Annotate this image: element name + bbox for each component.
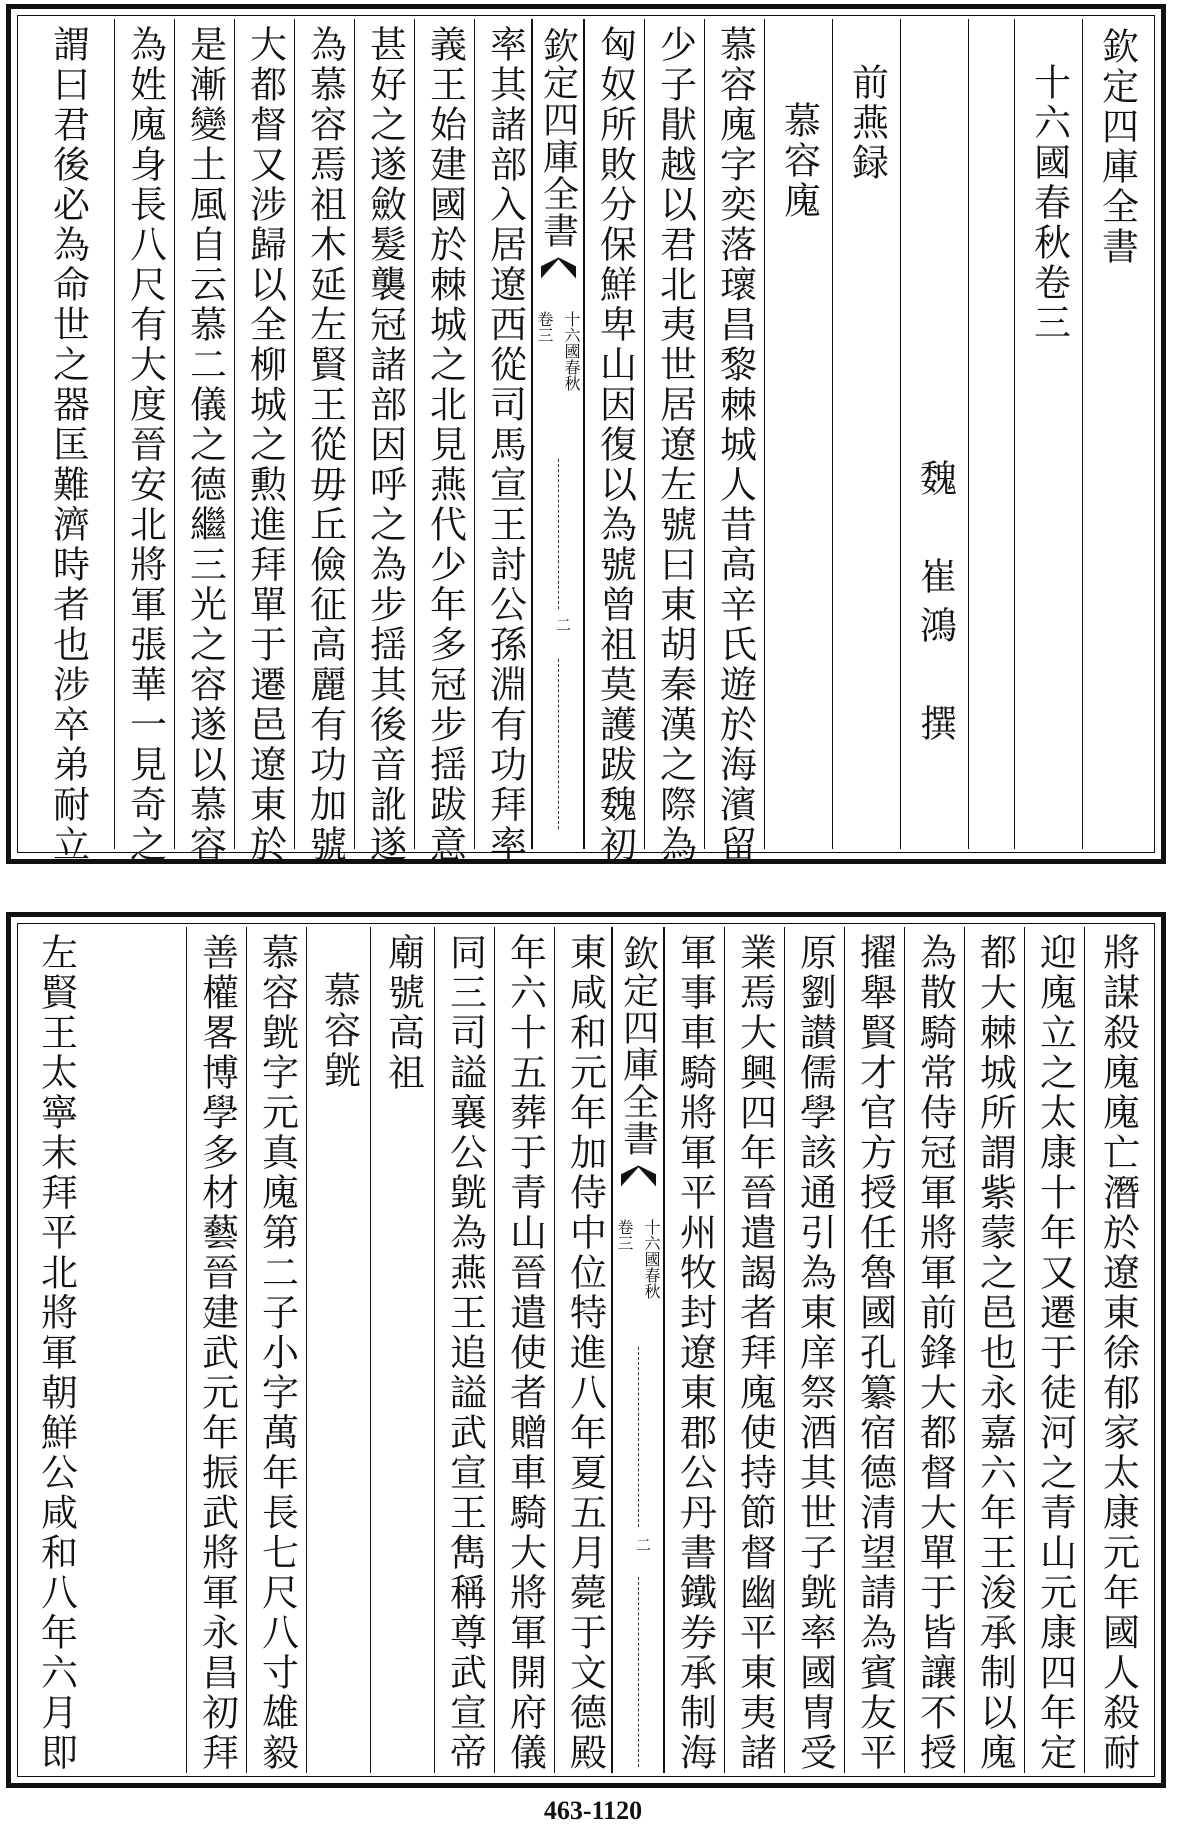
author-line: 魏 崔鴻 撰 bbox=[913, 459, 957, 753]
column-text: 左賢王太寧末拜平北將軍朝鮮公咸和八年六月即 bbox=[34, 933, 78, 1773]
column-text: 匈奴所敗分保鮮卑山因復以為號曾祖莫護跋魏初 bbox=[593, 25, 637, 865]
column-text: 義王始建國於棘城之北見燕代少年多冠步揺跋意 bbox=[423, 25, 467, 865]
column bbox=[186, 927, 247, 1773]
top-page bbox=[6, 4, 1166, 864]
column-text: 東咸和元年加侍中位特進八年夏五月薨于文德殿 bbox=[563, 933, 607, 1773]
column-text: 為姓廆身長八尺有大度晉安北將軍張華一見奇之 bbox=[123, 25, 167, 865]
column bbox=[370, 927, 435, 1773]
column-text: 業焉大興四年晉遣謁者拜廆使持節督幽平東夷諸 bbox=[733, 933, 777, 1773]
column-text: 原劉讃儒學該通引為東庠祭酒其世子皝率國冑受 bbox=[793, 933, 837, 1773]
column bbox=[784, 927, 845, 1773]
column-text: 軍事車騎將軍平州牧封遼東郡公丹書鐵券承制海 bbox=[673, 933, 717, 1773]
column bbox=[414, 19, 475, 865]
column bbox=[964, 927, 1025, 1773]
column-text: 率其諸部入居遼西從司馬宣王討公孫淵有功拜率 bbox=[483, 25, 527, 865]
column-text: 是漸變土風自云慕二儀之德繼三光之容遂以慕容 bbox=[183, 25, 227, 865]
column bbox=[1084, 927, 1151, 1773]
column-text: 迎廆立之太康十年又遷于徒河之青山元康四年定 bbox=[1033, 933, 1077, 1773]
fold-line bbox=[638, 1577, 639, 1767]
column bbox=[832, 19, 901, 849]
chapter-title: 十六國春秋卷三 bbox=[1027, 63, 1071, 343]
column bbox=[234, 19, 295, 865]
column-text: 善權畧博學多材藝晉建武元年振武將軍永昌初拜 bbox=[195, 933, 239, 1773]
temple-name-line: 廟號高祖 bbox=[381, 933, 425, 1093]
column bbox=[554, 927, 615, 1773]
book-header: 欽定四庫全書 bbox=[1095, 27, 1139, 267]
column-text: 謂曰君後必為命世之器匡難濟時者也涉卒弟耐立 bbox=[46, 25, 90, 865]
center-fold bbox=[611, 927, 665, 1773]
column bbox=[904, 927, 965, 1773]
column bbox=[1024, 927, 1085, 1773]
fish-tail-mark-icon bbox=[541, 255, 576, 281]
column-text: 年六十五葬于青山晉遣使者贈車騎大將軍開府儀 bbox=[503, 933, 547, 1773]
fold-line bbox=[638, 1347, 639, 1527]
column bbox=[434, 927, 495, 1773]
fish-tail-mark-icon bbox=[621, 1163, 656, 1189]
column-text: 將謀殺廆廆亡潛於遼東徐郁家太康元年國人殺耐 bbox=[1096, 933, 1140, 1773]
top-page-columns bbox=[21, 19, 1151, 865]
column bbox=[664, 927, 725, 1773]
column bbox=[306, 927, 371, 1773]
column-text: 為慕容焉祖木延左賢王從毋丘儉征高麗有功加號 bbox=[303, 25, 347, 865]
center-volume: 卷三 bbox=[615, 1219, 634, 1251]
center-volume: 卷三 bbox=[535, 311, 554, 343]
column bbox=[246, 927, 307, 1773]
book-header-center: 欽定四庫全書 bbox=[537, 27, 579, 249]
column-text: 慕容皝字元真廆第二子小字萬年長七尺八寸雄毅 bbox=[255, 933, 299, 1773]
bottom-page bbox=[6, 912, 1166, 1788]
column bbox=[1014, 19, 1083, 849]
column bbox=[644, 19, 705, 865]
column bbox=[354, 19, 415, 865]
column bbox=[584, 19, 645, 865]
column-text: 同三司謚襄公皝為燕王追謚武宣王雋稱尊武宣帝 bbox=[443, 933, 487, 1773]
section-title: 前燕録 bbox=[845, 63, 889, 183]
column-text: 擢舉賢才官方授任魯國孔纂宿德清望請為賓友平 bbox=[853, 933, 897, 1773]
column-text: 慕容廆字奕落瓌昌黎棘城人昔高辛氏遊於海濱留 bbox=[713, 25, 757, 865]
column bbox=[474, 19, 535, 865]
fold-line bbox=[558, 659, 559, 829]
fold-line bbox=[558, 459, 559, 609]
column bbox=[844, 927, 905, 1773]
column bbox=[294, 19, 355, 865]
column-text: 甚好之遂斂髮襲冠諸部因呼之為步揺其後音訛遂 bbox=[363, 25, 407, 865]
center-fold bbox=[531, 19, 585, 849]
center-book-title: 十六國春秋 bbox=[562, 311, 581, 391]
column bbox=[968, 19, 1015, 849]
center-meta bbox=[613, 1219, 663, 1299]
folio-number: 二 bbox=[554, 617, 572, 632]
column bbox=[724, 927, 785, 1773]
subsection-title: 慕容皝 bbox=[317, 971, 361, 1091]
column bbox=[764, 19, 833, 849]
column-text: 都大棘城所謂紫蒙之邑也永嘉六年王浚承制以廆 bbox=[973, 933, 1017, 1773]
column-text: 大都督又涉歸以全柳城之勲進拜單于遷邑遼東於 bbox=[243, 25, 287, 865]
subsection-title: 慕容廆 bbox=[777, 101, 821, 221]
column bbox=[174, 19, 235, 865]
column bbox=[900, 19, 969, 849]
center-meta bbox=[533, 311, 583, 391]
folio-number: 二 bbox=[634, 1537, 652, 1552]
column bbox=[21, 927, 187, 1773]
column bbox=[21, 19, 115, 865]
column-text: 為散騎常侍冠軍將軍前鋒大都督大單于皆讓不授 bbox=[913, 933, 957, 1773]
column bbox=[494, 927, 555, 1773]
center-book-title: 十六國春秋 bbox=[642, 1219, 661, 1299]
page-number: 463-1120 bbox=[543, 1796, 643, 1825]
column bbox=[114, 19, 175, 865]
column bbox=[1082, 19, 1151, 849]
book-header-center: 欽定四庫全書 bbox=[617, 935, 659, 1157]
column bbox=[704, 19, 765, 865]
column-text: 少子猒越以君北夷世居遼左號曰東胡秦漢之際為 bbox=[653, 25, 697, 865]
bottom-page-columns bbox=[21, 927, 1151, 1773]
